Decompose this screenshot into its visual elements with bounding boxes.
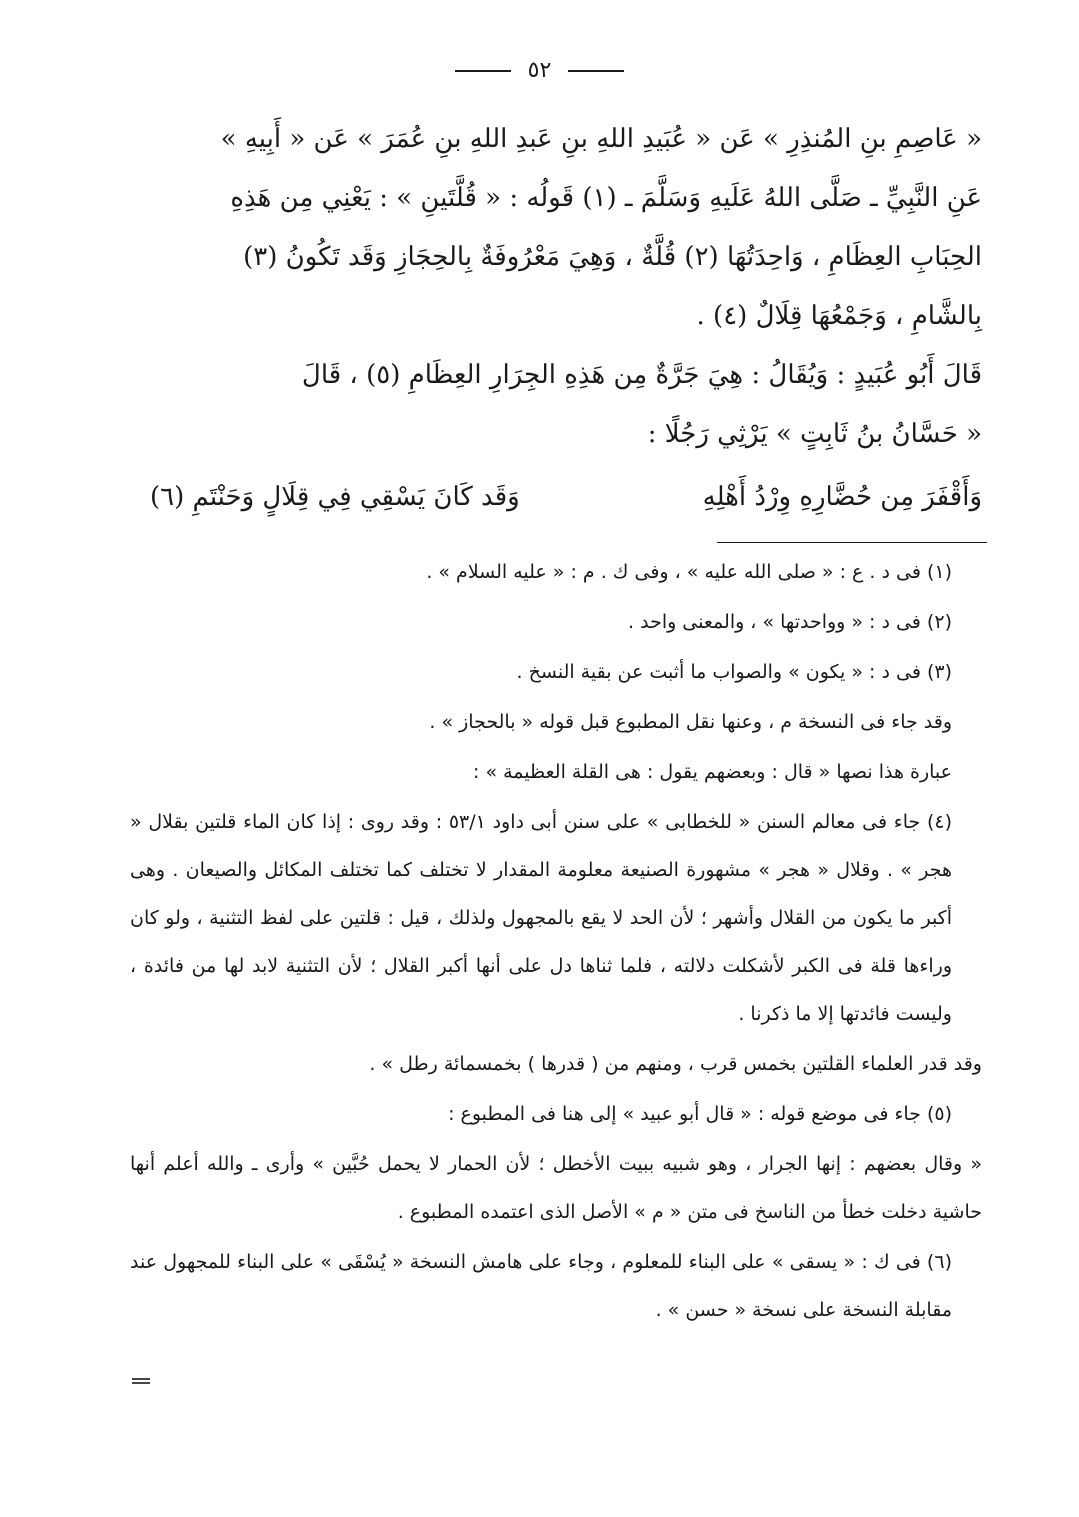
margin-mark — [132, 1378, 150, 1380]
footnote-2: (٢) فى د : « وواحدتها » ، والمعنى واحد . — [628, 611, 952, 633]
footnote-4-continued: وقد قدر العلماء القلتين بخمس قرب ، ومنهم من ( قدرها ) بخمسمائة رطل » . — [369, 1053, 982, 1075]
footnote-1: (١) فى د . ع : « صلى الله عليه » ، وفى ك . م : « عليه السلام » . — [426, 561, 952, 583]
verse-first-hemistich: وَأَقْفَرَ مِن حُضَّارِهِ وِرْدُ أَهْلِهِ — [702, 482, 982, 512]
page-number — [0, 58, 1079, 83]
footnote-3: (٣) فى د : « يكون » والصواب ما أثبت عن بقية النسخ . — [516, 661, 952, 683]
main-text-line: قَالَ أَبُو عُبَيدٍ : وَيُقَالُ : هِيَ جَرَّةٌ مِن هَذِهِ الجِرَارِ العِظَامِ (٥) ، قَالَ — [301, 360, 982, 390]
footnote-divider — [717, 542, 987, 543]
footnote-3-quote: عبارة هذا نصها « قال : وبعضهم يقول : هى القلة العظيمة » : — [473, 761, 952, 783]
footnote-4: (٤) جاء فى معالم السنن « للخطابى » على سنن أبى داود ٥٣/١ : وقد روى : إذا كان الماء قلتين بقلال « هجر » . وقلال « هجر » مشهورة الصنيعة معلومة المقدار لا تختلف كما تختلف المكائل والصيعان . وهى أكبر ما يكون من القلال وأشهر ؛ لأن الحد لا يقع بالمجهول ولذلك ، قيل : قلتين على لفظ التثنية ، ولو كان وراءها قلة فى الكبر لأشكلت دلالته ، فلما ثناها دل على أنها أكبر القلال ؛ لأن التثنية لابد لها من فائدة ، وليست فائدتها إلا ما ذكرنا . — [130, 811, 952, 1025]
main-text-line: بِالشَّامِ ، وَجَمْعُهَا قِلَالٌ (٤) . — [696, 301, 982, 331]
main-text — [150, 110, 982, 464]
main-text-line: الحِبَابِ العِظَامِ ، وَاحِدَتُهَا (٢) قُلَّةٌ ، وَهِيَ مَعْرُوفَةٌ بِالحِجَازِ وَقَد تَكُونُ (٣) — [243, 242, 982, 272]
poetry-verse — [150, 472, 982, 522]
page-number-dash-left — [455, 70, 511, 72]
verse-second-hemistich: وَقَد كَانَ يَسْقِي فِي قِلَالٍ وَحَنْتَمِ (٦) — [150, 482, 520, 512]
footnotes — [130, 548, 982, 1336]
main-text-line: عَنِ النَّبِيِّ ـ صَلَّى اللهُ عَلَيهِ وَسَلَّمَ ـ (١) قَولُه : « قُلَّتَينِ » : يَعْنِي مِن هَذِهِ — [230, 183, 982, 213]
footnote-5-continued: « وقال بعضهم : إنها الجرار ، وهو شبيه ببيت الأخطل ؛ لأن الحمار لا يحمل حُبَّين » وأرى ـ والله أعلم أنها حاشية دخلت خطأ من الناسخ فى متن « م » الأصل الذى اعتمده المطبوع . — [130, 1153, 982, 1223]
page-number-dash-right — [568, 70, 624, 72]
main-text-line: « حَسَّانُ بنُ ثَابِتٍ » يَرْثِي رَجُلًا : — [647, 419, 982, 449]
margin-mark — [132, 1382, 150, 1384]
page-number-text: ٥٢ — [527, 58, 552, 83]
footnote-6: (٦) فى ك : « يسقى » على البناء للمعلوم ، وجاء على هامش النسخة « يُسْقَى » على البناء للمجهول عند مقابلة النسخة على نسخة « حسن » . — [130, 1251, 952, 1321]
footnote-5: (٥) جاء فى موضع قوله : « قال أبو عبيد » إلى هنا فى المطبوع : — [448, 1103, 952, 1125]
footnote-3-continued: وقد جاء فى النسخة م ، وعنها نقل المطبوع قبل قوله « بالحجاز » . — [429, 711, 952, 733]
main-text-line: « عَاصِمِ بنِ المُنذِرِ » عَن « عُبَيدِ اللهِ بنِ عَبدِ اللهِ بنِ عُمَرَ » عَن « أَبِيهِ » — [220, 124, 982, 154]
